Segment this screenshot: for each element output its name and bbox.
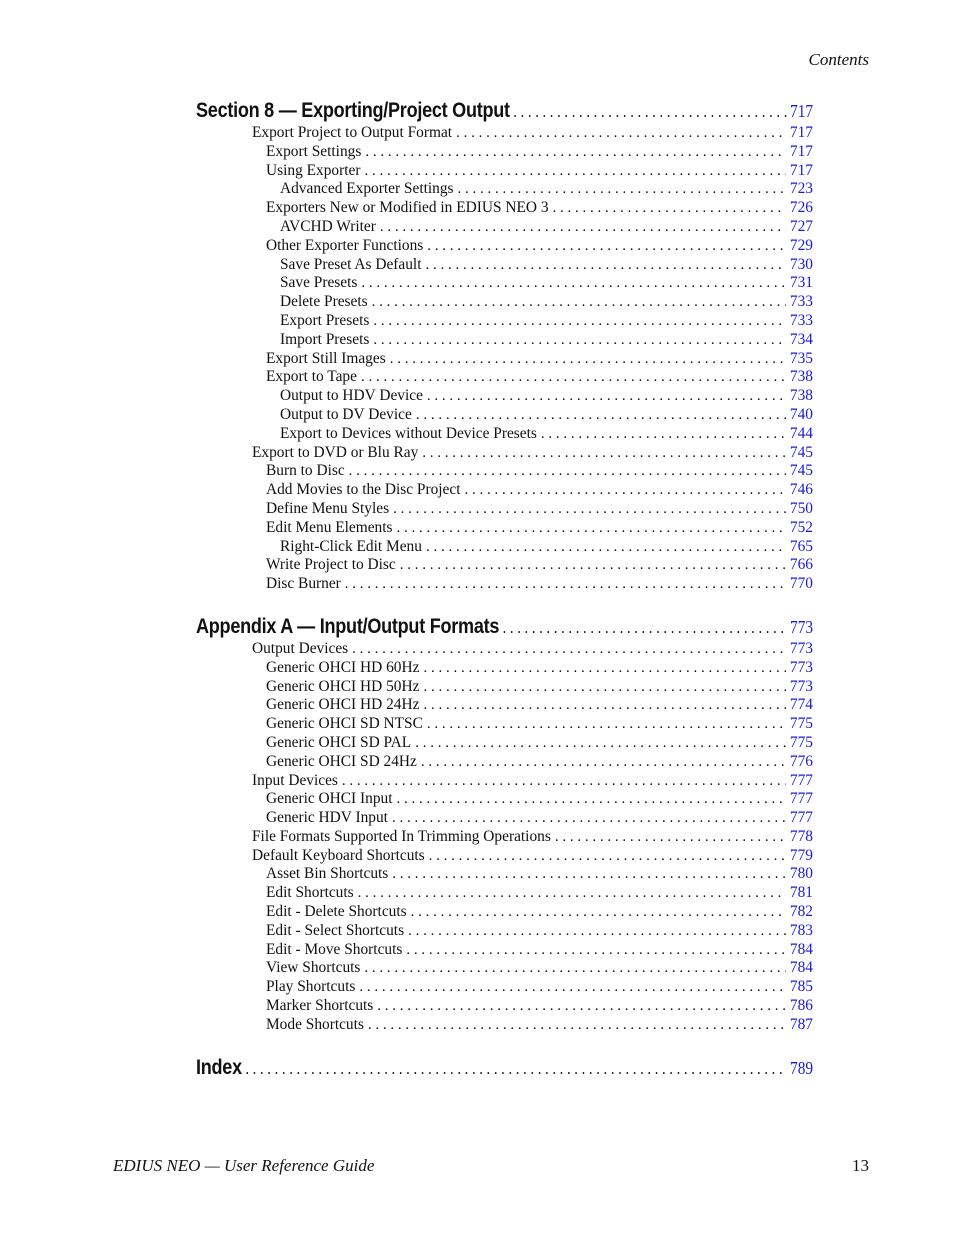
dot-leader [423, 696, 785, 715]
toc-entry-page-link[interactable]: 780 [789, 865, 813, 883]
toc-entry-label: Generic OHCI HD 24Hz [266, 696, 420, 714]
toc-entry-label: Delete Presets [280, 293, 368, 311]
toc-entry-page-link[interactable]: 773 [789, 658, 813, 676]
toc-entry[interactable] [196, 293, 813, 312]
toc-entry-page-link[interactable]: 770 [789, 575, 813, 593]
toc-entry-label: Define Menu Styles [266, 499, 390, 517]
dot-leader [423, 659, 785, 678]
toc-entry[interactable] [196, 772, 813, 791]
toc-entry-page-link[interactable]: 775 [789, 733, 813, 751]
toc-entry[interactable] [196, 997, 813, 1016]
dot-leader [392, 865, 786, 884]
toc-section [196, 614, 813, 1035]
toc-entry[interactable] [196, 790, 813, 809]
dot-leader [373, 312, 786, 331]
dot-leader [411, 903, 786, 922]
toc-entry-label: AVCHD Writer [280, 217, 376, 235]
toc-entry[interactable] [196, 406, 813, 425]
toc-entry[interactable] [196, 124, 813, 143]
toc-entry-label: Exporters New or Modified in EDIUS NEO 3 [266, 199, 549, 217]
toc-entry[interactable] [196, 500, 813, 519]
dot-leader [365, 143, 786, 162]
dot-leader [422, 444, 786, 463]
toc-section-heading[interactable] [196, 614, 813, 640]
toc-entry-label: Output to DV Device [280, 405, 412, 423]
toc-entry-page-link[interactable]: 784 [789, 959, 813, 977]
toc-entry-label: Advanced Exporter Settings [280, 180, 454, 198]
toc-entry[interactable] [196, 659, 813, 678]
toc-section-heading[interactable] [196, 1055, 813, 1081]
dot-leader [368, 1016, 786, 1035]
dot-leader [400, 556, 786, 575]
toc-entry-page-link[interactable]: 773 [789, 639, 813, 657]
toc-entry-page-link[interactable]: 733 [789, 311, 813, 329]
toc-entry-label: Export to Devices without Device Presets [280, 424, 537, 442]
toc-entry-label: View Shortcuts [266, 959, 361, 977]
toc-entry-page-link[interactable]: 778 [789, 827, 813, 845]
toc-entry-label: Other Exporter Functions [266, 236, 424, 254]
toc-entry-page-link[interactable]: 734 [789, 330, 813, 348]
toc-entry-page-link[interactable]: 785 [789, 978, 813, 996]
toc-entry-label: Output Devices [252, 639, 349, 657]
toc-entry-page-link[interactable]: 786 [789, 997, 813, 1015]
toc-entry-label: Generic OHCI SD 24Hz [266, 752, 417, 770]
toc-entry-label: Asset Bin Shortcuts [266, 865, 389, 883]
dot-leader [390, 350, 786, 369]
toc-entry-label: File Formats Supported In Trimming Operations [252, 827, 551, 845]
toc-entry-label: Using Exporter [266, 161, 361, 179]
toc-entry-page-link[interactable]: 765 [789, 537, 813, 555]
toc-entry[interactable] [196, 922, 813, 941]
toc-entry-page-link[interactable]: 777 [789, 771, 813, 789]
dot-leader [364, 959, 786, 978]
running-header: Contents [808, 50, 869, 69]
toc-entry[interactable] [196, 143, 813, 162]
toc-section-heading-page-link[interactable]: 773 [790, 616, 814, 637]
dot-leader [245, 1056, 786, 1081]
toc-entry[interactable] [196, 387, 813, 406]
toc-entry-page-link[interactable]: 733 [789, 293, 813, 311]
dot-leader [361, 368, 786, 387]
toc-entry-label: Input Devices [252, 771, 338, 789]
toc-entry-label: Generic OHCI SD PAL [266, 733, 412, 751]
toc-entry-page-link[interactable]: 752 [789, 518, 813, 536]
toc-entry-page-link[interactable]: 723 [789, 180, 813, 198]
dot-leader [349, 462, 786, 481]
toc-entry[interactable] [196, 753, 813, 772]
dot-leader [358, 884, 786, 903]
dot-leader [393, 500, 786, 519]
dot-leader [415, 734, 786, 753]
toc-entry-label: Edit - Move Shortcuts [266, 940, 403, 958]
toc-section-heading-page-link[interactable]: 789 [790, 1057, 814, 1078]
dot-leader [427, 387, 786, 406]
toc-entry-page-link[interactable]: 773 [789, 677, 813, 695]
toc-entry-label: Write Project to Disc [266, 556, 396, 574]
toc-entry-page-link[interactable]: 750 [789, 499, 813, 517]
toc-entry-label: Right-Click Edit Menu [280, 537, 422, 555]
toc-entry-page-link[interactable]: 766 [789, 556, 813, 574]
toc-entry-page-link[interactable]: 787 [789, 1015, 813, 1033]
toc-entry-label: Edit Shortcuts [266, 884, 354, 902]
toc-entry[interactable] [196, 903, 813, 922]
dot-leader [359, 978, 786, 997]
dot-leader [408, 922, 786, 941]
dot-leader [555, 828, 786, 847]
toc-entry-page-link[interactable]: 776 [789, 752, 813, 770]
toc-entry-page-link[interactable]: 727 [789, 217, 813, 235]
toc-entry[interactable] [196, 256, 813, 275]
toc-entry[interactable] [196, 481, 813, 500]
toc-entry[interactable] [196, 368, 813, 387]
toc-entry[interactable] [196, 865, 813, 884]
dot-leader [372, 293, 786, 312]
toc-entry-page-link[interactable]: 745 [789, 462, 813, 480]
toc-entry-label: Edit - Delete Shortcuts [266, 903, 407, 921]
toc-entry-page-link[interactable]: 717 [789, 124, 813, 141]
toc-entry-page-link[interactable]: 779 [789, 846, 813, 864]
dot-leader [416, 406, 786, 425]
dot-leader [553, 199, 786, 218]
toc-entry-label: Generic OHCI HD 60Hz [266, 658, 420, 676]
toc-entry-label: Output to HDV Device [280, 387, 423, 405]
toc-entry[interactable] [196, 538, 813, 557]
toc-entry-label: Export to Tape [266, 368, 357, 386]
toc-entry-page-link[interactable]: 738 [789, 368, 813, 386]
page-footer [113, 1156, 869, 1176]
toc-entry-label: Marker Shortcuts [266, 997, 374, 1015]
toc-entry-page-link[interactable]: 726 [789, 199, 813, 217]
dot-leader [427, 715, 786, 734]
toc-entry-page-link[interactable]: 717 [789, 161, 813, 179]
toc-entry-page-link[interactable]: 744 [789, 424, 813, 442]
toc-entry-page-link[interactable]: 777 [789, 809, 813, 827]
toc-entry-label: Edit - Select Shortcuts [266, 921, 405, 939]
toc-entry[interactable] [196, 884, 813, 903]
toc-entry[interactable] [196, 1016, 813, 1035]
toc-entry[interactable] [196, 312, 813, 331]
dot-leader [377, 997, 786, 1016]
toc-entry-label: Export to DVD or Blu Ray [252, 443, 419, 461]
toc-entry-page-link[interactable]: 746 [789, 481, 813, 499]
toc-entry[interactable] [196, 678, 813, 697]
toc-entry-page-link[interactable]: 729 [789, 236, 813, 254]
toc-entry[interactable] [196, 519, 813, 538]
toc-entry-label: Burn to Disc [266, 462, 345, 480]
toc-entry-label: Export Presets [280, 311, 370, 329]
toc-section-heading-page-link[interactable]: 717 [790, 101, 814, 121]
toc-entry[interactable] [196, 237, 813, 256]
toc-entry[interactable] [196, 640, 813, 659]
dot-leader [397, 519, 786, 538]
footer-page-number: 13 [852, 1156, 869, 1175]
toc-entry-label: Save Preset As Default [280, 255, 422, 273]
dot-leader [458, 180, 786, 199]
toc-entry-page-link[interactable]: 775 [789, 715, 813, 733]
dot-leader [406, 941, 786, 960]
dot-leader [425, 256, 785, 275]
toc-entry[interactable] [196, 734, 813, 753]
toc-entry-page-link[interactable]: 730 [789, 255, 813, 273]
toc-entry[interactable] [196, 978, 813, 997]
toc-entry[interactable] [196, 444, 813, 463]
toc-entry-page-link[interactable]: 731 [789, 274, 813, 292]
toc-entry-label: Generic OHCI HD 50Hz [266, 677, 420, 695]
toc-entry-page-link[interactable]: 784 [789, 940, 813, 958]
toc-entry[interactable] [196, 331, 813, 350]
toc-section-heading[interactable] [196, 98, 813, 124]
toc-entry-label: Add Movies to the Disc Project [266, 481, 461, 499]
toc-entry-page-link[interactable]: 774 [789, 696, 813, 714]
toc-entry-label: Export Still Images [266, 349, 386, 367]
toc-entry-page-link[interactable]: 783 [789, 921, 813, 939]
toc-entry[interactable] [196, 425, 813, 444]
toc-entry[interactable] [196, 462, 813, 481]
toc-entry[interactable] [196, 941, 813, 960]
toc-entry-label: Import Presets [280, 330, 370, 348]
toc-section [196, 98, 813, 594]
toc-section-heading-label: Index [196, 1055, 242, 1079]
toc-entry-label: Generic OHCI Input [266, 790, 393, 808]
dot-leader [342, 772, 786, 791]
dot-leader [513, 99, 786, 124]
dot-leader [421, 753, 786, 772]
table-of-contents [196, 98, 813, 1101]
toc-entry[interactable] [196, 162, 813, 181]
dot-leader [392, 809, 786, 828]
footer-doc-title: EDIUS NEO — User Reference Guide [113, 1156, 375, 1175]
dot-leader [373, 331, 786, 350]
toc-entry[interactable] [196, 350, 813, 369]
toc-entry-label: Play Shortcuts [266, 978, 356, 996]
dot-leader [541, 425, 786, 444]
dot-leader [361, 274, 786, 293]
dot-leader [364, 162, 785, 181]
toc-entry-label: Disc Burner [266, 575, 341, 593]
toc-section-heading-label: Appendix A — Input/Output Formats [196, 614, 500, 638]
toc-entry[interactable] [196, 715, 813, 734]
toc-entry-page-link[interactable]: 717 [789, 142, 813, 160]
toc-entry-label: Export Project to Output Format [252, 124, 453, 141]
toc-entry-page-link[interactable]: 738 [789, 387, 813, 405]
dot-leader [427, 237, 786, 256]
dot-leader [429, 847, 786, 866]
toc-entry[interactable] [196, 828, 813, 847]
toc-entry-label: Save Presets [280, 274, 358, 292]
toc-entry-label: Export Settings [266, 142, 362, 160]
toc-entry[interactable] [196, 274, 813, 293]
toc-entry-page-link[interactable]: 781 [789, 884, 813, 902]
dot-leader [423, 678, 785, 697]
toc-entry-label: Default Keyboard Shortcuts [252, 846, 425, 864]
toc-entry-label: Generic HDV Input [266, 809, 388, 827]
toc-entry-label: Mode Shortcuts [266, 1015, 364, 1033]
dot-leader [397, 790, 786, 809]
toc-entry[interactable] [196, 180, 813, 199]
toc-entry-page-link[interactable]: 782 [789, 903, 813, 921]
toc-entry-page-link[interactable]: 740 [789, 405, 813, 423]
toc-entry[interactable] [196, 959, 813, 978]
toc-entry[interactable] [196, 847, 813, 866]
toc-entry[interactable] [196, 696, 813, 715]
dot-leader [426, 538, 786, 557]
toc-section-heading-label: Section 8 — Exporting/Project Output [196, 99, 510, 122]
dot-leader [456, 124, 786, 143]
toc-section [196, 1055, 813, 1081]
dot-leader [352, 640, 786, 659]
dot-leader [345, 575, 786, 594]
dot-leader [465, 481, 786, 500]
toc-entry[interactable] [196, 575, 813, 594]
toc-entry[interactable] [196, 199, 813, 218]
toc-entry-label: Edit Menu Elements [266, 518, 393, 536]
toc-entry-page-link[interactable]: 777 [789, 790, 813, 808]
toc-entry-page-link[interactable]: 735 [789, 349, 813, 367]
dot-leader [503, 615, 787, 640]
toc-entry-page-link[interactable]: 745 [789, 443, 813, 461]
toc-entry[interactable] [196, 809, 813, 828]
toc-entry-label: Generic OHCI SD NTSC [266, 715, 423, 733]
toc-entry[interactable] [196, 556, 813, 575]
toc-entry[interactable] [196, 218, 813, 237]
dot-leader [380, 218, 786, 237]
